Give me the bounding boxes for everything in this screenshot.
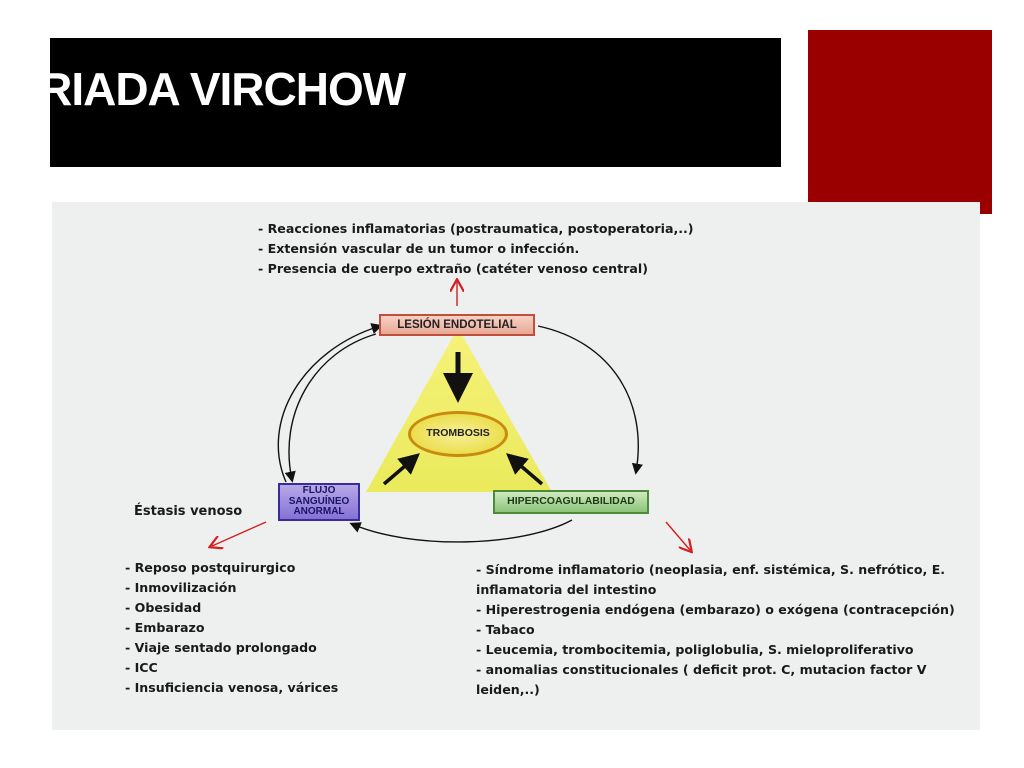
cycle-arrow-left-outer [278,326,380,482]
list-item: - Inmovilización [125,580,237,595]
cycle-arrow-left-inner [289,334,376,480]
list-item: - Obesidad [125,600,202,615]
node-lesion-endotelial: LESIÓN ENDOTELIAL [379,314,535,336]
slide-title: TRIADA VIRCHOW [12,63,406,115]
diagram-panel [52,202,980,730]
list-item: - Hiperestrogenia endógena (embarazo) o exógena (contracepción) [476,602,955,617]
estasis-venoso-label: Éstasis venoso [134,504,243,519]
red-arrow-right [666,522,690,550]
list-item: - Insuficiencia venosa, várices [125,680,339,695]
cycle-arrow-bottom [352,520,572,542]
list-item: - Viaje sentado prolongado [125,640,317,655]
list-item: leiden,..) [476,682,540,697]
list-item: - anomalias constitucionales ( deficit prot. C, mutacion factor V [476,662,927,677]
node-hipercoagulabilidad: HIPERCOAGULABILIDAD [493,490,649,514]
list-item: inflamatoria del intestino [476,582,657,597]
hypercoagulability-causes-list [476,560,966,700]
list-item: - Extensión vascular de un tumor o infección. [258,241,580,256]
node-flujo-sanguineo-anormal [278,483,360,521]
flujo-line-1: FLUJO [302,485,336,497]
list-item: - Embarazo [125,620,205,635]
list-item: - Reposo postquirurgico [125,560,296,575]
endothelial-causes-list [258,219,694,279]
flujo-line-3: ANORMAL [293,506,345,518]
estasis-causes-list [125,558,338,698]
flujo-line-2: SANGUÍNEO [288,495,350,507]
red-arrow-left [212,522,266,546]
cycle-arrow-top-right [538,326,638,472]
accent-block [808,30,992,214]
list-item: - Síndrome inflamatorio (neoplasia, enf. sistémica, S. nefrótico, E. [476,562,946,577]
list-item: - Presencia de cuerpo extraño (catéter venoso central) [258,261,648,276]
node-trombosis: TROMBOSIS [408,411,508,457]
list-item: - Tabaco [476,622,535,637]
list-item: - Leucemia, trombocitemia, poliglobulia, S. mieloproliferativo [476,642,914,657]
list-item: - ICC [125,660,158,675]
list-item: - Reacciones inflamatorias (postraumatica, postoperatoria,..) [258,221,694,236]
